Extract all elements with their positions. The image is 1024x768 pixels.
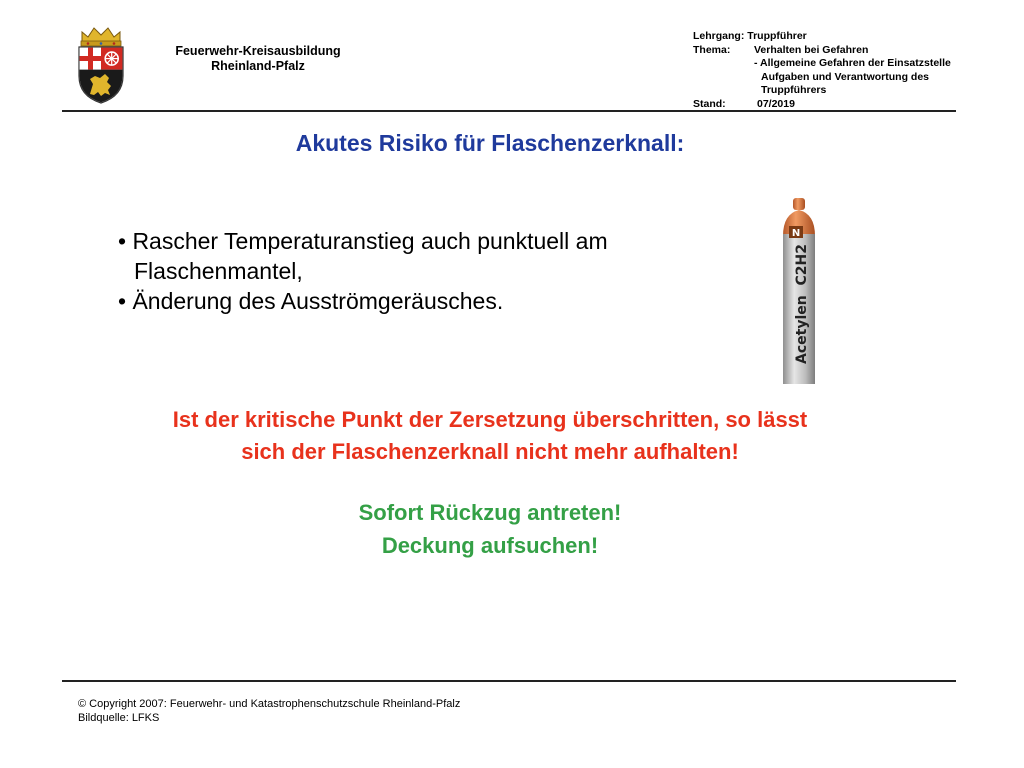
warning-line-1: Ist der kritische Punkt der Zersetzung überschritten, so lässt	[172, 407, 808, 432]
topic-label: Thema:	[693, 44, 731, 56]
cylinder-label: Acetylen C2H2	[794, 244, 810, 364]
bullet-item-1-continuation: Flaschenmantel,	[134, 258, 303, 284]
copyright-text: © Copyright 2007: Feuerwehr- und Katastrophenschutzschule Rheinland-Pfalz	[78, 698, 461, 710]
org-name-line2: Rheinland-Pfalz	[211, 59, 305, 73]
bullet-item-2: • Änderung des Ausströmgeräusches.	[118, 288, 504, 314]
acetylene-cylinder-icon	[774, 196, 824, 386]
slide-title: Akutes Risiko für Flaschenzerknall:	[295, 130, 685, 156]
coat-of-arms-icon	[76, 24, 126, 104]
topic-sub1: - Allgemeine Gefahren der Einsatzstelle	[754, 57, 951, 69]
org-name-line1: Feuerwehr-Kreisausbildung	[175, 44, 341, 58]
warning-line-2: sich der Flaschenzerknall nicht mehr aufhalten!	[241, 439, 739, 464]
header-divider	[62, 110, 956, 112]
topic-sub3: Truppführers	[761, 84, 827, 96]
action-line-2: Deckung aufsuchen!	[381, 533, 599, 558]
topic-value: Verhalten bei Gefahren	[754, 44, 869, 56]
course-value: Truppführer	[747, 30, 807, 42]
status-value: 07/2019	[757, 98, 795, 110]
course-line	[693, 30, 807, 44]
course-label: Lehrgang:	[693, 30, 745, 42]
bullet-item-1: • Rascher Temperaturanstieg auch punktuell am	[118, 228, 608, 254]
status-label: Stand:	[693, 98, 726, 110]
footer-divider	[62, 680, 956, 682]
topic-line	[693, 44, 868, 58]
image-source-text: Bildquelle: LFKS	[78, 712, 160, 724]
action-line-1: Sofort Rückzug antreten!	[358, 500, 622, 525]
cylinder-n-mark: N	[791, 228, 801, 239]
topic-sub2: Aufgaben und Verantwortung des	[761, 71, 930, 83]
